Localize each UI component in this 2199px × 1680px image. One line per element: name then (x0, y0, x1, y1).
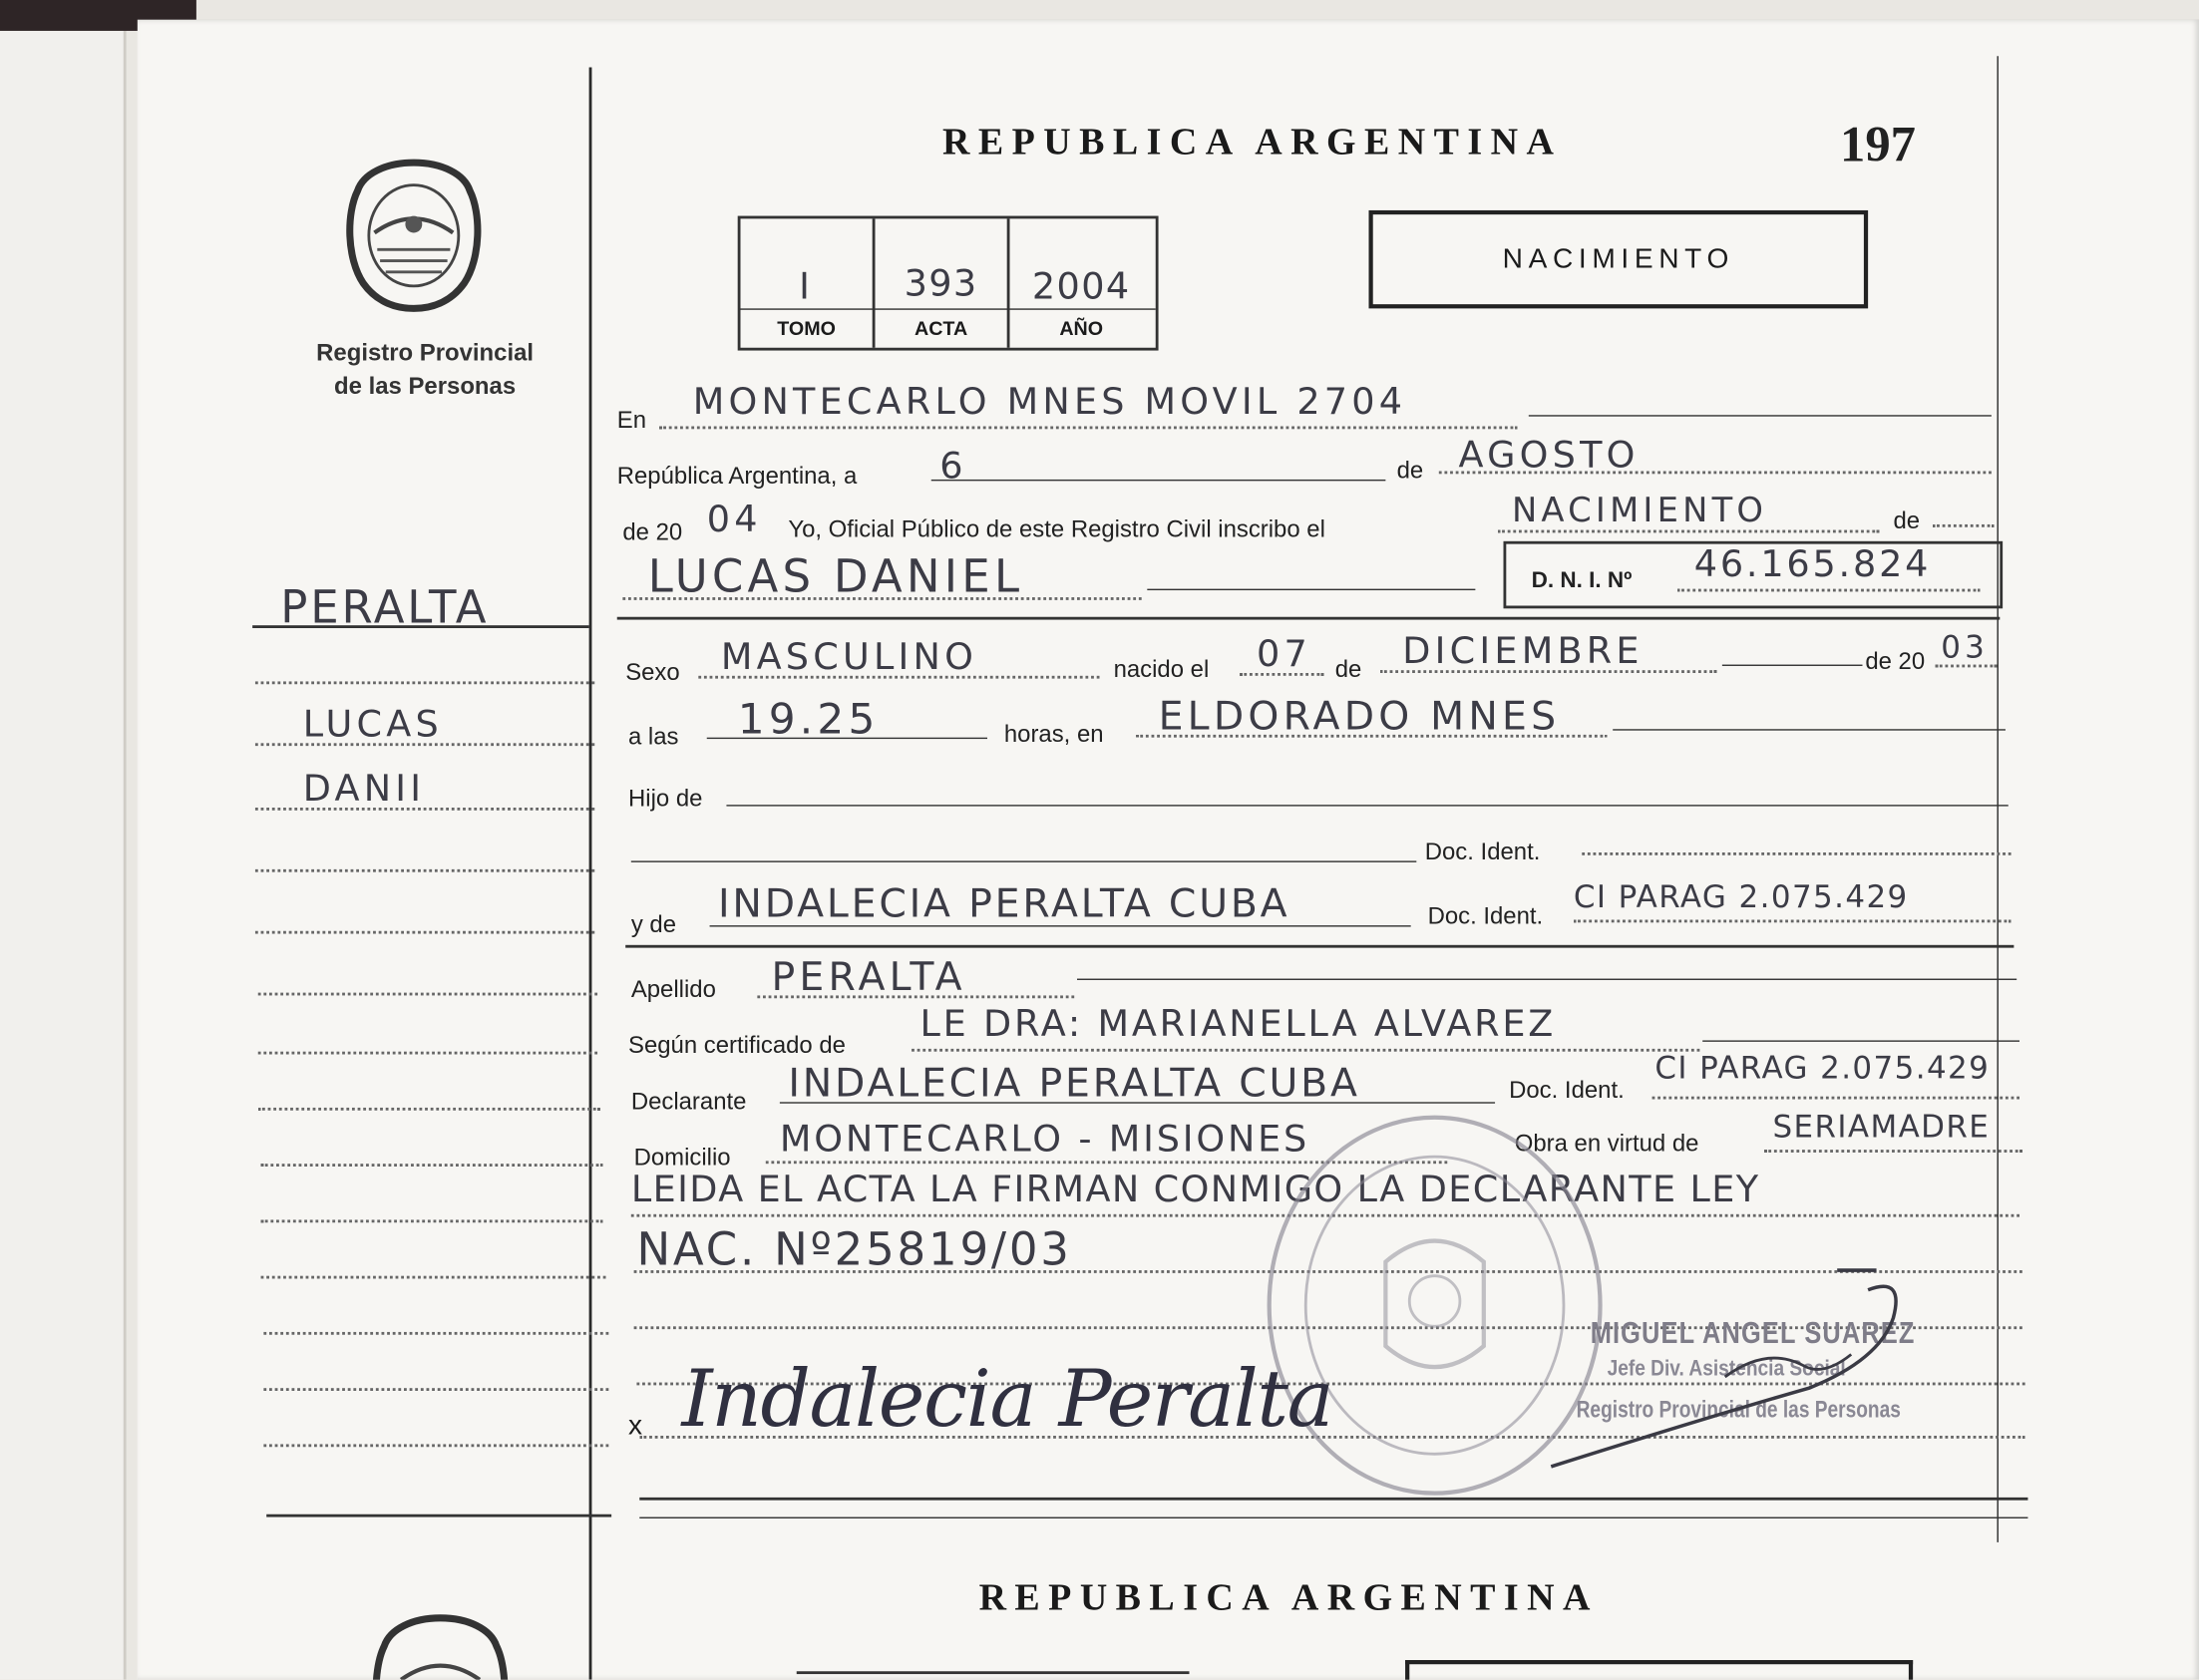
field-lugar: MONTECARLO MNES MOVIL 2704 (692, 381, 1407, 424)
country-title-next: REPUBLICA ARGENTINA (978, 1575, 1599, 1618)
margin-line (255, 808, 594, 811)
label-de: de (1396, 457, 1424, 485)
field-line (659, 427, 1518, 430)
margin-surname: PERALTA (280, 580, 490, 634)
label-dni: D. N. I. Nº (1531, 568, 1633, 593)
field-line (631, 860, 1417, 861)
label-de-2: de (1893, 507, 1921, 534)
label-republica: República Argentina, a (616, 463, 858, 490)
label-y-de: y de (630, 911, 677, 938)
margin-line (261, 1219, 603, 1222)
label-de-20b: de 20 (1865, 647, 1926, 675)
section-rule (625, 945, 2014, 948)
ano-label: AÑO (1059, 316, 1104, 340)
section-rule (617, 617, 2001, 620)
field-doc-declarante: CI PARAG 2.075.429 (1654, 1051, 1991, 1087)
declarant-signature: Indalecia Peralta (681, 1354, 1333, 1446)
field-apellido: PERALTA (771, 953, 966, 1000)
registry-name (300, 337, 550, 405)
label-apellido: Apellido (630, 975, 716, 1003)
field-line (1933, 524, 1995, 527)
book-reference-box (738, 216, 1159, 351)
field-certificado: LE DRA: MARIANELLA ALVAREZ (919, 1003, 1557, 1047)
label-de-3: de (1334, 656, 1362, 683)
next-record-type-box (1405, 1660, 1913, 1680)
margin-bottom-rule (266, 1514, 611, 1517)
field-madre: INDALECIA PERALTA CUBA (718, 880, 1290, 927)
field-line (1613, 729, 2006, 730)
label-obra: Obra en virtud de (1514, 1130, 1699, 1158)
field-nac-mes: DICIEMBRE (1402, 630, 1644, 673)
margin-line (261, 1276, 606, 1279)
margin-line (258, 1108, 600, 1111)
registry-line-2: de las Personas (334, 373, 517, 400)
label-a-las: a las (628, 723, 679, 751)
field-nombre: LUCAS DANIEL (647, 549, 1024, 603)
margin-name-1: LUCAS (302, 703, 443, 747)
margin-name-2: DANII (302, 768, 426, 811)
tomo-label: TOMO (777, 316, 836, 340)
previous-page-edge (0, 28, 127, 1680)
label-segun: Según certificado de (628, 1032, 846, 1059)
right-frame-line (1998, 56, 1999, 1542)
folio-number: 197 (1840, 116, 1916, 172)
record-type-box: NACIMIENTO (1369, 210, 1869, 308)
field-line (1529, 415, 1992, 416)
acta-label: ACTA (914, 316, 968, 340)
field-acto: NACIMIENTO (1511, 491, 1768, 530)
field-lugar-nac: ELDORADO MNES (1158, 692, 1561, 740)
field-anio: 04 (706, 499, 762, 541)
field-hora: 19.25 (737, 695, 880, 745)
field-line (1702, 1040, 2019, 1041)
field-line (1498, 530, 1880, 533)
field-line (726, 805, 2008, 806)
label-declarante: Declarante (630, 1088, 747, 1115)
field-line (1764, 1150, 2022, 1153)
country-title: REPUBLICA ARGENTINA (942, 120, 1563, 164)
field-sexo: MASCULINO (720, 636, 978, 679)
field-obs-2: NAC. Nº25819/03 (636, 1222, 1072, 1276)
field-line (1652, 1097, 2019, 1100)
field-line (1582, 852, 2011, 855)
field-dia: 6 (939, 446, 967, 489)
field-nac-dia: 07 (1257, 633, 1311, 676)
field-mes: AGOSTO (1458, 434, 1640, 478)
next-book-box-top (797, 1671, 1190, 1674)
field-dni: 46.165.824 (1693, 543, 1932, 586)
field-declarante: INDALECIA PERALTA CUBA (788, 1060, 1360, 1107)
margin-line (255, 931, 594, 934)
margin-line (255, 869, 594, 872)
margin-line (255, 681, 594, 684)
coat-of-arms-icon (341, 158, 487, 315)
label-domicilio: Domicilio (633, 1144, 731, 1172)
field-nac-anio: 03 (1941, 630, 1990, 666)
field-obs-1: LEIDA EL ACTA LA FIRMAN CONMIGO LA DECLARANTE LEY (630, 1169, 1760, 1211)
signature-mark: x (628, 1410, 643, 1442)
margin-line (263, 1332, 608, 1335)
field-line (912, 1049, 1699, 1052)
field-line (1574, 920, 2012, 923)
label-yo-oficial: Yo, Oficial Público de este Registro Civil inscribo el (788, 515, 1325, 543)
label-doc-1: Doc. Ident. (1424, 838, 1541, 865)
field-line (1722, 665, 1863, 666)
label-en: En (616, 406, 646, 434)
field-line (1677, 589, 1981, 592)
label-doc-2: Doc. Ident. (1427, 902, 1544, 930)
label-hijo-de: Hijo de (628, 785, 703, 813)
ano-value: 2004 (1031, 266, 1131, 309)
label-doc-3: Doc. Ident. (1509, 1077, 1625, 1104)
official-signature-icon (1543, 1262, 1964, 1473)
coat-of-arms-icon-next (370, 1612, 511, 1680)
field-line (1147, 589, 1475, 590)
official-role: Jefe Div. Asistencia Social (1607, 1357, 1846, 1382)
margin-line (263, 1388, 608, 1391)
field-obra: SERIAMADRE (1772, 1110, 1991, 1146)
margin-surname-rule (252, 625, 589, 628)
section-rule (639, 1517, 2027, 1518)
label-nacido: nacido el (1113, 656, 1210, 683)
field-doc-madre: CI PARAG 2.075.429 (1573, 880, 1909, 916)
official-name: MIGUEL ANGEL SUAREZ (1590, 1315, 1916, 1351)
margin-line (255, 743, 594, 746)
column-divider (589, 68, 592, 1680)
registry-line-1: Registro Provincial (316, 339, 535, 367)
margin-line (263, 1444, 608, 1447)
label-sexo: Sexo (625, 658, 680, 686)
margin-line (258, 1052, 597, 1055)
field-line (931, 480, 1386, 481)
margin-line (261, 1164, 603, 1167)
official-org: Registro Provincial de las Personas (1576, 1396, 1901, 1424)
field-domicilio: MONTECARLO - MISIONES (779, 1119, 1310, 1162)
margin-line (258, 993, 597, 996)
label-horas: horas, en (1003, 720, 1104, 748)
acta-value: 393 (904, 263, 978, 306)
label-de-20: de 20 (622, 518, 683, 546)
tomo-value: I (799, 266, 815, 309)
field-line (1077, 979, 2016, 980)
dni-box (1504, 541, 2004, 609)
